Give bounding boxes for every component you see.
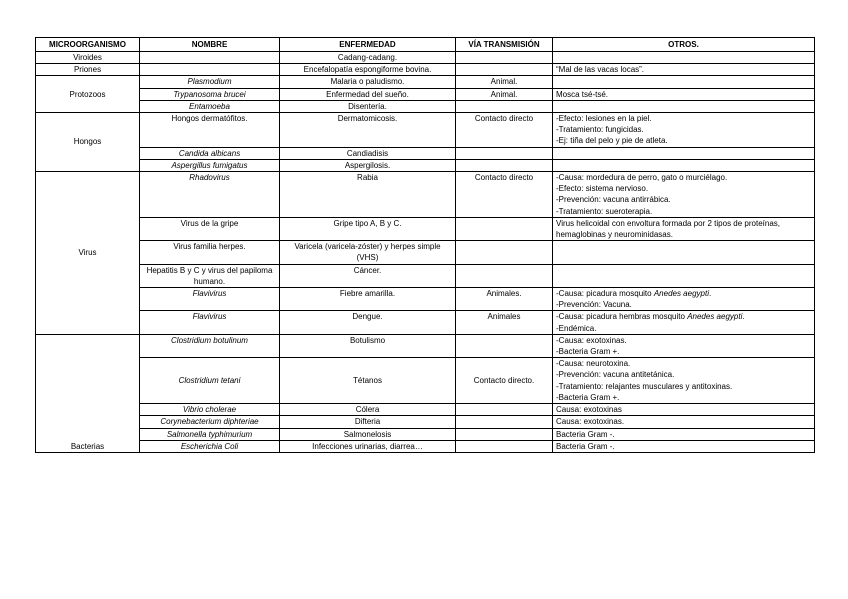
nombre-cell: Virus de la gripe bbox=[140, 217, 280, 240]
group-cell: Protozoos bbox=[36, 76, 140, 113]
enfermedad-cell: Difteria bbox=[280, 416, 456, 428]
otros-cell: Mosca tsé-tsé. bbox=[553, 88, 815, 100]
otros-cell bbox=[553, 288, 815, 311]
table-row bbox=[36, 100, 815, 112]
via-cell bbox=[456, 52, 553, 64]
header-otros: OTROS. bbox=[553, 38, 815, 52]
nombre-cell: Flavivirus bbox=[140, 311, 280, 334]
via-cell: Animales bbox=[456, 311, 553, 334]
via-cell bbox=[456, 264, 553, 287]
enfermedad-cell: Dermatomicosis. bbox=[280, 113, 456, 148]
nombre-cell: Plasmodium bbox=[140, 76, 280, 88]
nombre-cell: Hongos dermatófitos. bbox=[140, 113, 280, 148]
via-cell bbox=[456, 428, 553, 440]
table-row bbox=[36, 264, 815, 287]
table-row bbox=[36, 241, 815, 264]
table-row bbox=[36, 113, 815, 148]
nombre-cell: Vibrio cholerae bbox=[140, 404, 280, 416]
nombre-cell bbox=[140, 52, 280, 64]
otros-line: -Bacteria Gram +. bbox=[556, 347, 620, 357]
table-row bbox=[36, 52, 815, 64]
nombre-cell: Salmonella typhimurium bbox=[140, 428, 280, 440]
otros-line bbox=[556, 288, 811, 299]
via-cell: Animal. bbox=[456, 76, 553, 88]
group-cell: Bacterias bbox=[36, 334, 140, 452]
table-row bbox=[36, 88, 815, 100]
enfermedad-cell: Gripe tipo A, B y C. bbox=[280, 217, 456, 240]
otros-line: -Tratamiento: fungicidas. bbox=[556, 125, 644, 135]
otros-cell bbox=[553, 147, 815, 159]
otros-cell bbox=[553, 241, 815, 264]
nombre-cell: Rhadovirus bbox=[140, 172, 280, 218]
via-cell bbox=[456, 100, 553, 112]
header-enfermedad: ENFERMEDAD bbox=[280, 38, 456, 52]
enfermedad-cell: Aspergilosis. bbox=[280, 159, 456, 171]
enfermedad-cell: Enfermedad del sueño. bbox=[280, 88, 456, 100]
header-via-transmision: VÍA TRANSMISIÓN bbox=[456, 38, 553, 52]
otros-cell: Bacteria Gram -. bbox=[553, 428, 815, 440]
enfermedad-cell: Fiebre amarilla. bbox=[280, 288, 456, 311]
table-row bbox=[36, 358, 815, 404]
otros-line: -Causa: mordedura de perro, gato o murciélago. bbox=[556, 173, 728, 183]
otros-line: -Efecto: sistema nervioso. bbox=[556, 184, 649, 194]
enfermedad-cell: Disentería. bbox=[280, 100, 456, 112]
otros-cell bbox=[553, 172, 815, 218]
otros-cell bbox=[553, 264, 815, 287]
otros-cell bbox=[553, 217, 815, 240]
via-cell bbox=[456, 147, 553, 159]
via-cell bbox=[456, 217, 553, 240]
nombre-cell: Flavivirus bbox=[140, 288, 280, 311]
otros-cell: Causa: exotoxinas bbox=[553, 404, 815, 416]
nombre-cell: Trypanosoma brucei bbox=[140, 88, 280, 100]
nombre-cell: Entamoeba bbox=[140, 100, 280, 112]
otros-line: Virus helicoidal con envoltura formada por 2 tipos de proteínas, hemaglobinas y neurominidasas. bbox=[556, 218, 780, 240]
header-nombre: NOMBRE bbox=[140, 38, 280, 52]
otros-line: -Tratamiento: relajantes musculares y antitoxinas. bbox=[556, 381, 733, 391]
otros-line: -Bacteria Gram +. bbox=[556, 392, 620, 402]
group-cell: Viroides bbox=[36, 52, 140, 64]
otros-line: -Efecto: lesiones en la piel. bbox=[556, 114, 652, 124]
table-row bbox=[36, 147, 815, 159]
via-cell bbox=[456, 159, 553, 171]
group-cell: Priones bbox=[36, 64, 140, 76]
table-row bbox=[36, 404, 815, 416]
otros-text: -Causa: picadura hembras mosquito bbox=[556, 312, 688, 322]
enfermedad-cell: Tétanos bbox=[280, 358, 456, 404]
via-cell bbox=[456, 64, 553, 76]
otros-line: -Prevención: vacuna antirrábica. bbox=[556, 195, 671, 205]
otros-cell bbox=[553, 334, 815, 357]
otros-cell bbox=[553, 100, 815, 112]
nombre-cell: Clostridium tetani bbox=[140, 358, 280, 404]
nombre-cell bbox=[140, 64, 280, 76]
otros-line: -Causa: neurotoxina. bbox=[556, 359, 631, 369]
group-cell: Hongos bbox=[36, 113, 140, 172]
enfermedad-cell: Rabia bbox=[280, 172, 456, 218]
header-row bbox=[36, 38, 815, 52]
nombre-cell: Clostridium botulinum bbox=[140, 334, 280, 357]
table-row bbox=[36, 334, 815, 357]
enfermedad-cell: Dengue. bbox=[280, 311, 456, 334]
otros-text: . bbox=[708, 289, 712, 299]
microorganism-table bbox=[35, 37, 815, 453]
via-cell bbox=[456, 416, 553, 428]
otros-cell bbox=[553, 358, 815, 404]
otros-line: -Prevención: vacuna antitetánica. bbox=[556, 370, 675, 380]
via-cell: Animales. bbox=[456, 288, 553, 311]
enfermedad-cell: Salmonelosis bbox=[280, 428, 456, 440]
nombre-cell: Escherichia Coli bbox=[140, 440, 280, 452]
otros-cell: Causa: exotoxinas. bbox=[553, 416, 815, 428]
via-cell: Contacto directo bbox=[456, 172, 553, 218]
otros-text: . bbox=[742, 312, 745, 322]
header-microorganismo: MICROORGANISMO bbox=[36, 38, 140, 52]
table-row bbox=[36, 288, 815, 311]
enfermedad-cell: Candiadisis bbox=[280, 147, 456, 159]
otros-line: -Endémica. bbox=[556, 323, 597, 333]
table-row bbox=[36, 172, 815, 218]
otros-line: -Causa: exotoxinas. bbox=[556, 335, 627, 345]
otros-cell bbox=[553, 159, 815, 171]
species-name: Anedes aegypti bbox=[653, 289, 709, 299]
table-row bbox=[36, 64, 815, 76]
via-cell bbox=[456, 440, 553, 452]
group-cell: Virus bbox=[36, 172, 140, 335]
via-cell: Contacto directo bbox=[456, 113, 553, 148]
table-row bbox=[36, 159, 815, 171]
otros-cell bbox=[553, 311, 815, 334]
otros-cell bbox=[553, 52, 815, 64]
enfermedad-cell: Cadang-cadang. bbox=[280, 52, 456, 64]
table-row bbox=[36, 416, 815, 428]
nombre-cell: Aspergillus fumigatus bbox=[140, 159, 280, 171]
otros-cell bbox=[553, 76, 815, 88]
otros-text: -Causa: picadura mosquito bbox=[556, 289, 654, 299]
via-cell: Contacto directo. bbox=[456, 358, 553, 404]
nombre-cell: Hepatitis B y C y virus del papiloma humano. bbox=[140, 264, 280, 287]
enfermedad-cell: Varicela (varicela-zóster) y herpes simple (VHS) bbox=[280, 241, 456, 264]
enfermedad-cell: Encefalopatía espongiforme bovina. bbox=[280, 64, 456, 76]
table-row bbox=[36, 217, 815, 240]
otros-cell: “Mal de las vacas locas”. bbox=[553, 64, 815, 76]
species-name: Anedes aegypti bbox=[687, 312, 743, 322]
via-cell: Animal. bbox=[456, 88, 553, 100]
table-row bbox=[36, 76, 815, 88]
nombre-cell: Candida albicans bbox=[140, 147, 280, 159]
table-row bbox=[36, 428, 815, 440]
otros-line bbox=[556, 311, 811, 322]
enfermedad-cell: Malaria o paludismo. bbox=[280, 76, 456, 88]
enfermedad-cell: Cáncer. bbox=[280, 264, 456, 287]
nombre-cell: Virus familia herpes. bbox=[140, 241, 280, 264]
table-row bbox=[36, 311, 815, 334]
nombre-cell: Corynebacterium diphteriae bbox=[140, 416, 280, 428]
otros-line: -Prevención: Vacuna. bbox=[556, 300, 632, 310]
otros-line: -Tratamiento: sueroterapia. bbox=[556, 206, 653, 216]
via-cell bbox=[456, 334, 553, 357]
otros-line: -Ej: tiña del pelo y pie de atleta. bbox=[556, 136, 668, 146]
via-cell bbox=[456, 241, 553, 264]
enfermedad-cell: Botulismo bbox=[280, 334, 456, 357]
otros-cell: Bacteria Gram -. bbox=[553, 440, 815, 452]
enfermedad-cell: Infecciones urinarias, diarrea… bbox=[280, 440, 456, 452]
enfermedad-cell: Cólera bbox=[280, 404, 456, 416]
otros-cell bbox=[553, 113, 815, 148]
via-cell bbox=[456, 404, 553, 416]
table-row bbox=[36, 440, 815, 452]
